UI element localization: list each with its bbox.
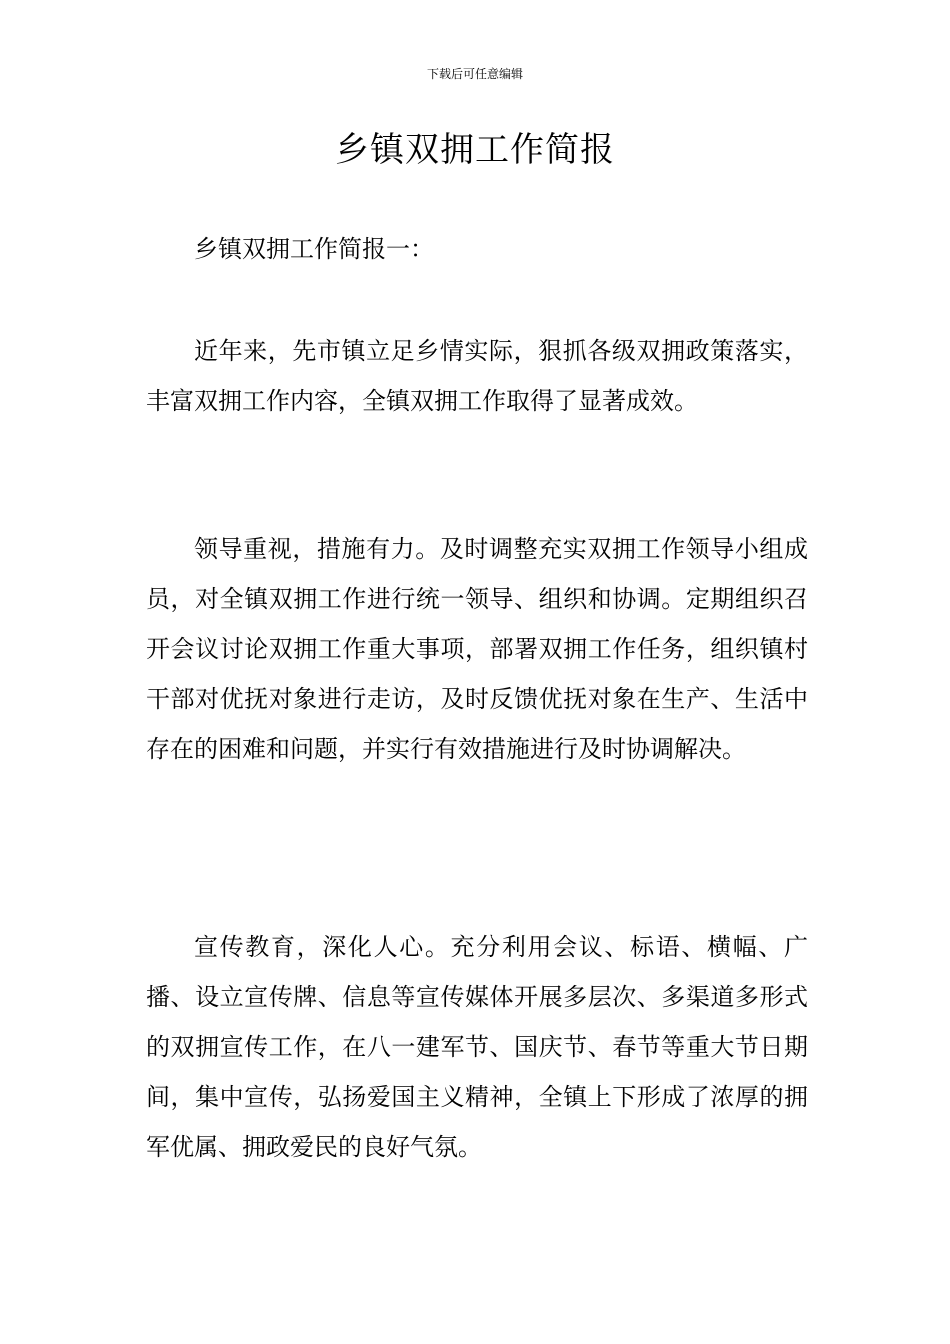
document-title: 乡镇双拥工作简报 [335, 130, 615, 170]
section-subtitle: 乡镇双拥工作简报一： [194, 235, 434, 263]
paragraph-leadership: 领导重视，措施有力。及时调整充实双拥工作领导小组成员，对全镇双拥工作进行统一领导、组织和协调。定期组织召开会议讨论双拥工作重大事项，部署双拥工作任务，组织镇村干部对优抚对象进行走访，及时反馈优抚对象在生产、生活中存在的困难和问题，并实行有效措施进行及时协调解决。 [146, 535, 808, 763]
paragraph-publicity: 宣传教育，深化人心。充分利用会议、标语、横幅、广播、设立宣传牌、信息等宣传媒体开展多层次、多渠道多形式的双拥宣传工作，在八一建军节、国庆节、春节等重大节日期间，集中宣传，弘扬爱国主义精神，全镇上下形成了浓厚的拥军优属、拥政爱民的良好气氛。 [146, 933, 808, 1161]
header-note: 下载后可任意编辑 [426, 67, 523, 81]
paragraph-intro: 近年来，先市镇立足乡情实际，狠抓各级双拥政策落实，丰富双拥工作内容，全镇双拥工作取得了显著成效。 [146, 337, 808, 415]
